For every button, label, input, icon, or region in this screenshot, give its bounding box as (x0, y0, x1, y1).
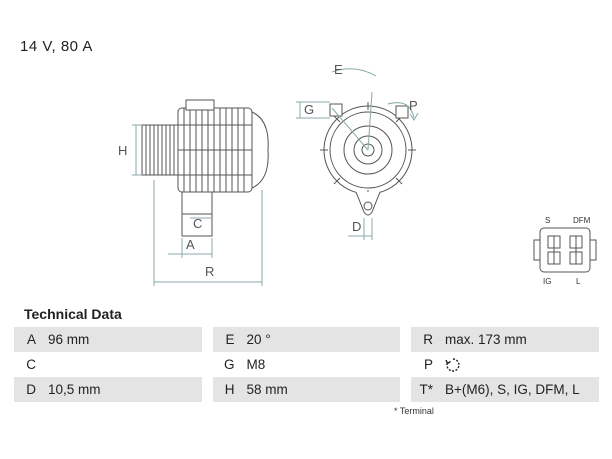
spec-value: B+(M6), S, IG, DFM, L (445, 377, 599, 402)
spec-key: E (213, 327, 247, 352)
dim-label-h: H (118, 143, 128, 158)
terminal-footnote: * Terminal (394, 406, 434, 416)
spec-row (14, 352, 599, 377)
spec-value: 20 ° (246, 327, 400, 352)
dim-label-r: R (205, 264, 215, 279)
spec-value: max. 173 mm (445, 327, 599, 352)
connector-label-dfm: DFM (573, 216, 591, 225)
spec-key: T* (411, 377, 445, 402)
connector-label-s: S (545, 216, 551, 225)
connector-label-l: L (576, 277, 581, 286)
dim-label-c: C (193, 216, 203, 231)
dim-label-g: G (304, 102, 315, 117)
spec-key: A (14, 327, 48, 352)
spec-key: P (423, 357, 433, 372)
connector-label-ig: IG (543, 277, 552, 286)
side-view (132, 100, 268, 286)
spec-row (14, 377, 599, 402)
spec-key: R (411, 327, 445, 352)
spec-value: 10,5 mm (48, 377, 202, 402)
front-view (296, 69, 418, 240)
spec-value-rotation (445, 352, 599, 377)
connector-plug (534, 228, 596, 272)
spec-value (48, 352, 202, 377)
dim-label-a: A (186, 237, 195, 252)
clockwise-rotation-icon (445, 357, 461, 373)
technical-data-heading: Technical Data (24, 306, 122, 322)
spec-key: H (213, 377, 247, 402)
spec-key: C (26, 357, 36, 372)
product-title: 14 V, 80 A (20, 38, 93, 55)
spec-row (14, 327, 599, 352)
spec-key: G (223, 357, 235, 372)
dim-label-d: D (352, 219, 362, 234)
spec-value: 58 mm (246, 377, 400, 402)
spec-value: 96 mm (48, 327, 202, 352)
dim-label-p: P (409, 98, 418, 113)
spec-value: M8 (246, 357, 266, 372)
dim-label-e: E (334, 62, 343, 77)
pulley (142, 125, 178, 175)
technical-data-table (14, 327, 599, 402)
spec-key: D (14, 377, 48, 402)
